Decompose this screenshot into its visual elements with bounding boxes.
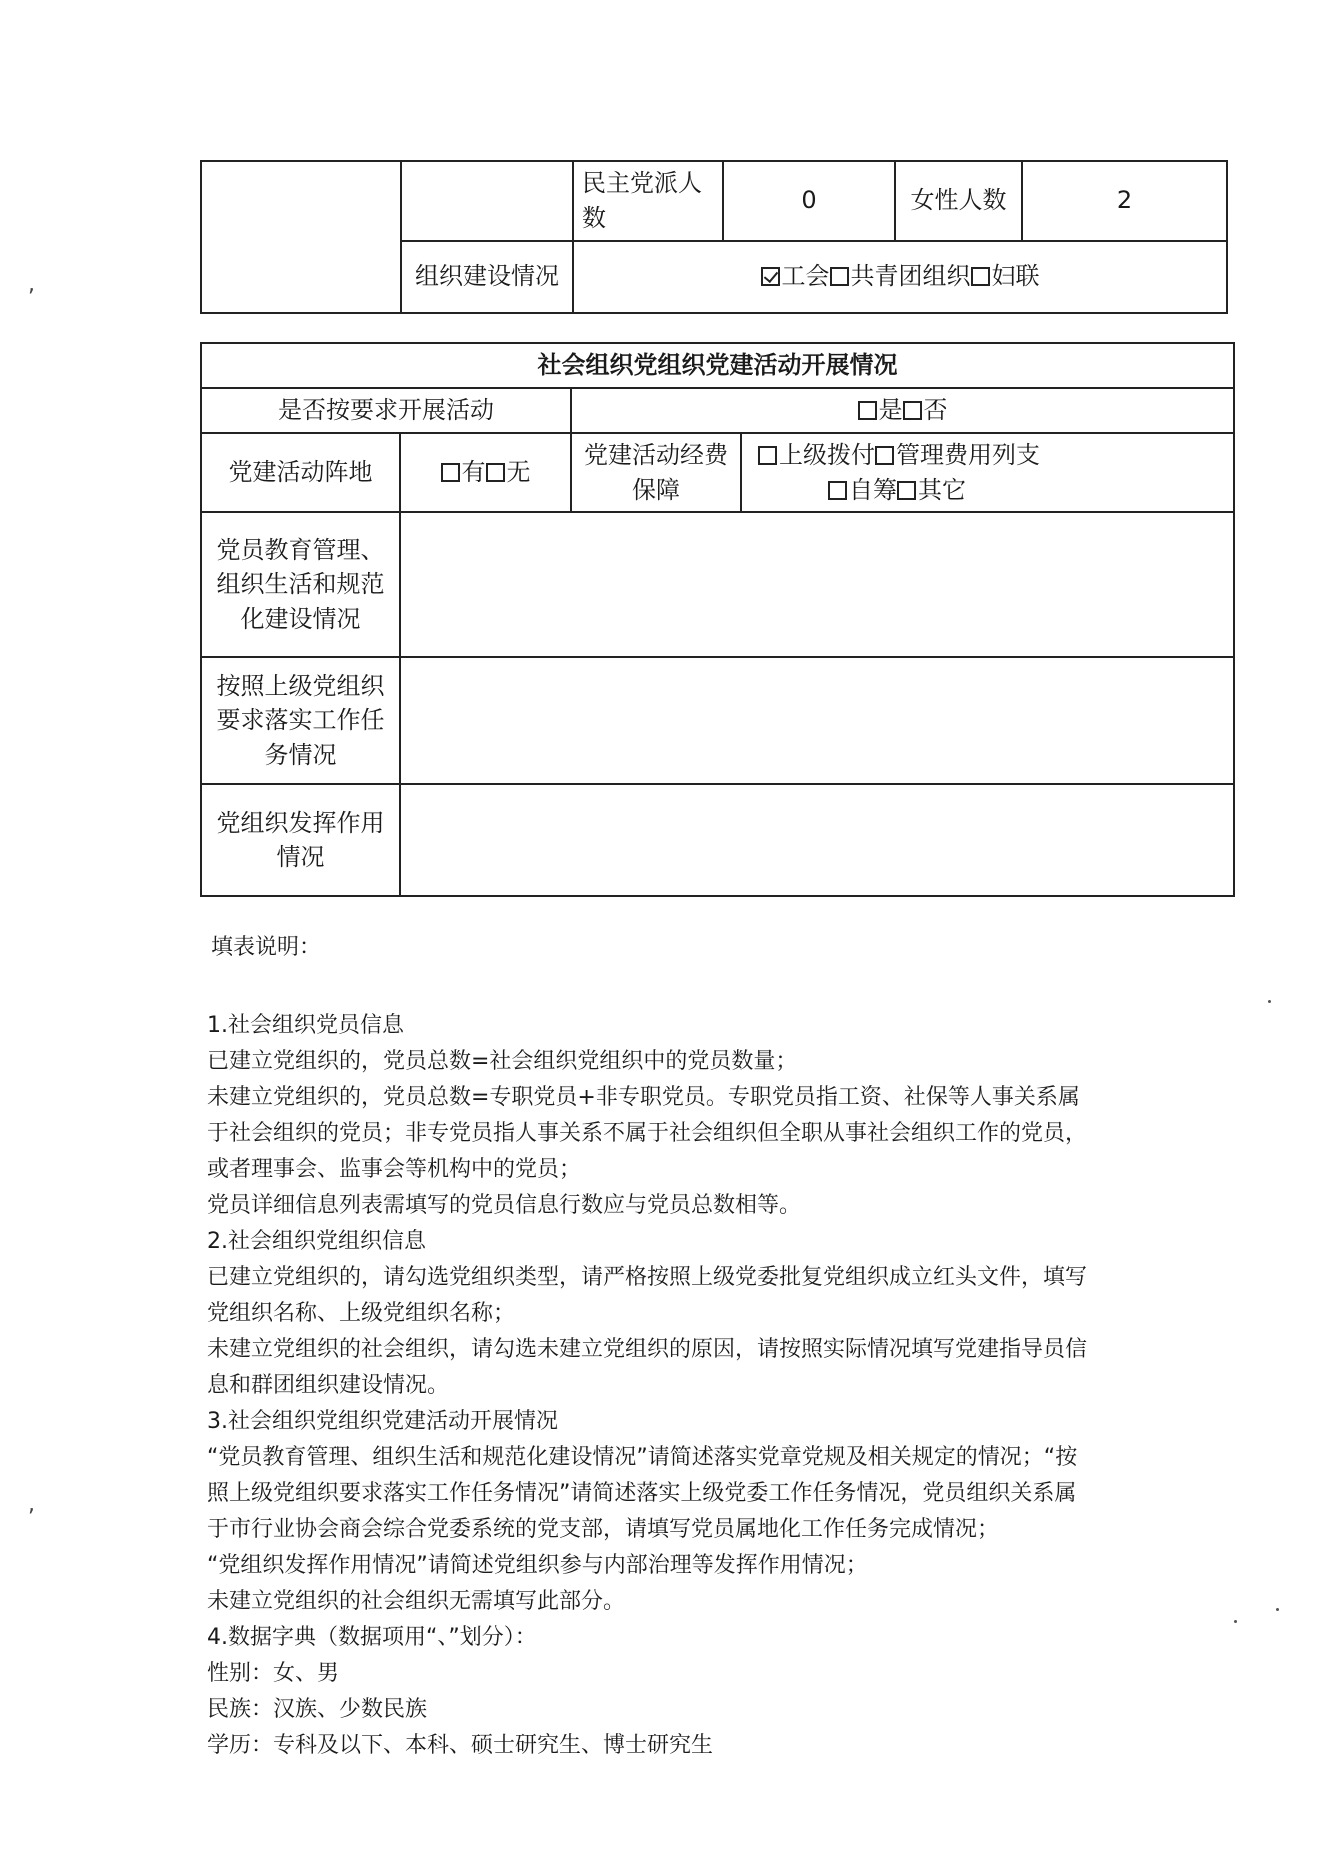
female-count-label: 女性人数: [895, 161, 1022, 241]
venue-label: 党建活动阵地: [201, 433, 400, 513]
instruction-line: 于社会组织的党员；非专党员指人事关系不属于社会组织但全职从事社会组织工作的党员，: [207, 1121, 1088, 1146]
instruction-line: 未建立党组织的社会组织，请勾选未建立党组织的原因，请按照实际情况填写党建指导员信: [207, 1337, 1088, 1362]
option-youth-league[interactable]: [830, 262, 971, 290]
tasks-input[interactable]: [400, 657, 1234, 784]
option-label: 无: [506, 458, 531, 487]
checked-checkbox-icon[interactable]: [761, 267, 780, 286]
activity-table: [200, 342, 1235, 897]
instruction-line: 未建立党组织的，党员总数=专职党员+非专职党员。专职党员指工资、社保等人事关系属: [207, 1085, 1080, 1110]
instruction-line: 1.社会组织党员信息: [207, 1013, 404, 1038]
option-label: 妇联: [991, 262, 1040, 291]
option-no[interactable]: [903, 396, 948, 424]
blank-cell: [201, 161, 401, 313]
option-label: 自筹: [849, 475, 897, 504]
required-activity-label: 是否按要求开展活动: [201, 388, 571, 433]
scan-speck: [1276, 1608, 1279, 1611]
instruction-line: 已建立党组织的，党员总数=社会组织党组织中的党员数量；: [207, 1049, 798, 1074]
instruction-line: “党员教育管理、组织生活和规范化建设情况”请简述落实党章党规及相关规定的情况；“按: [207, 1445, 1078, 1470]
checkbox-icon[interactable]: [875, 446, 894, 465]
option-yes[interactable]: [858, 396, 903, 424]
option-womens-federation[interactable]: [971, 262, 1040, 290]
org-building-options: [573, 241, 1227, 313]
instruction-line: 民族：汉族、少数民族: [207, 1697, 428, 1722]
education-label: 党员教育管理、组织生活和规范化建设情况: [201, 512, 400, 657]
checkbox-icon[interactable]: [828, 481, 847, 500]
option-label: 否: [923, 396, 948, 424]
option-label: 上级拨付: [779, 440, 875, 469]
instruction-line: 党员详细信息列表需填写的党员信息行数应与党员总数相等。: [207, 1193, 802, 1218]
option-label: 是: [878, 396, 903, 424]
checkbox-icon[interactable]: [830, 267, 849, 286]
venue-options: [400, 433, 571, 513]
filling-instructions: [207, 930, 1127, 1764]
option-other[interactable]: [897, 476, 966, 504]
instruction-line: 党组织名称、上级党组织名称；: [207, 1301, 516, 1326]
instruction-line: 3.社会组织党组织党建活动开展情况: [207, 1409, 558, 1434]
funding-label: 党建活动经费保障: [571, 433, 741, 513]
option-label: 有: [461, 458, 486, 487]
instruction-line: 照上级党组织要求落实工作任务情况”请简述落实上级党委工作任务情况，党员组织关系属: [207, 1481, 1077, 1506]
blank-cell: [401, 161, 573, 241]
option-management-expense[interactable]: [875, 441, 1040, 469]
instructions-heading: 填表说明：: [211, 935, 322, 960]
female-count-value[interactable]: 2: [1022, 161, 1227, 241]
checkbox-icon[interactable]: [758, 446, 777, 465]
scan-mark: ,: [28, 272, 35, 297]
instruction-line: 于市行业协会商会综合党委系统的党支部，请填写党员属地化工作任务完成情况；: [207, 1517, 1000, 1542]
checkbox-icon[interactable]: [486, 463, 505, 482]
instruction-line: 已建立党组织的，请勾选党组织类型，请严格按照上级党委批复党组织成立红头文件，填写: [207, 1265, 1088, 1290]
option-no-venue[interactable]: [486, 458, 531, 486]
education-input[interactable]: [400, 512, 1234, 657]
checkbox-icon[interactable]: [858, 401, 877, 420]
instruction-line: 性别：女、男: [207, 1661, 340, 1686]
instruction-line: 学历：专科及以下、本科、硕士研究生、博士研究生: [207, 1733, 714, 1758]
funding-options: [741, 433, 1234, 513]
democratic-party-value[interactable]: 0: [723, 161, 895, 241]
checkbox-icon[interactable]: [897, 481, 916, 500]
option-label: 共青团组织: [850, 262, 971, 291]
member-info-table: [200, 160, 1228, 314]
org-building-label: 组织建设情况: [401, 241, 573, 313]
option-label: 工会: [781, 262, 830, 291]
instruction-line: 4.数据字典（数据项用“、”划分）：: [207, 1625, 537, 1650]
instruction-line: 或者理事会、监事会等机构中的党员；: [207, 1157, 582, 1182]
instruction-line: “党组织发挥作用情况”请简述党组织参与内部治理等发挥作用情况；: [207, 1553, 868, 1578]
option-label: 管理费用列支: [896, 440, 1040, 469]
option-labor-union[interactable]: [761, 262, 830, 290]
checkbox-icon[interactable]: [441, 463, 460, 482]
activity-table-title: 社会组织党组织党建活动开展情况: [201, 343, 1234, 388]
option-label: 其它: [918, 475, 966, 504]
scan-speck: [1234, 1620, 1237, 1623]
scan-speck: [1268, 1000, 1271, 1003]
required-activity-options: [571, 388, 1234, 433]
checkbox-icon[interactable]: [903, 401, 922, 420]
instruction-line: 息和群团组织建设情况。: [207, 1373, 450, 1398]
scan-mark: ,: [28, 1492, 35, 1517]
instruction-line: 未建立党组织的社会组织无需填写此部分。: [207, 1589, 626, 1614]
democratic-party-label: 民主党派人数: [573, 161, 723, 241]
instruction-line: 2.社会组织党组织信息: [207, 1229, 426, 1254]
role-input[interactable]: [400, 784, 1234, 896]
option-has-venue[interactable]: [441, 458, 486, 486]
option-self-raised[interactable]: [828, 476, 897, 504]
tasks-label: 按照上级党组织要求落实工作任务情况: [201, 657, 400, 784]
option-superior-allocation[interactable]: [758, 441, 875, 469]
checkbox-icon[interactable]: [971, 267, 990, 286]
role-label: 党组织发挥作用情况: [201, 784, 400, 896]
